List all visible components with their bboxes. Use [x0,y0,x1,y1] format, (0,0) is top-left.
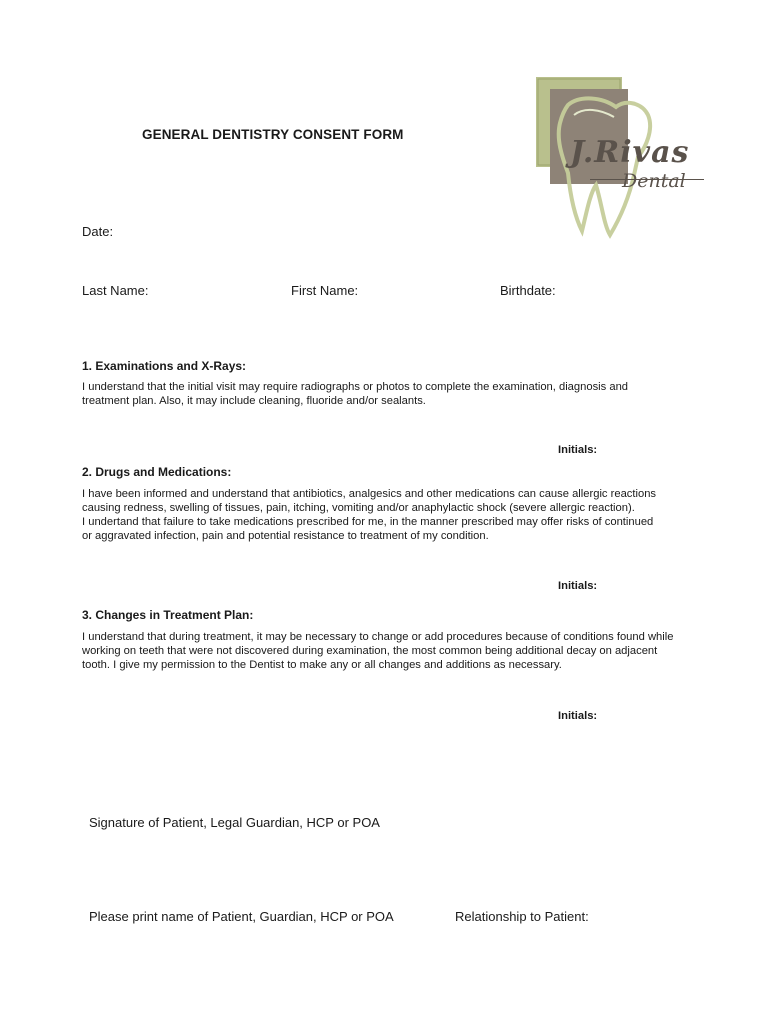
section-body-treatment-plan [82,630,692,672]
body-line: or aggravated infection, pain and potential resistance to treatment of my condition. [82,530,489,542]
signature-label: Signature of Patient, Legal Guardian, HCP or POA [89,815,380,830]
logo-brand-text: J.Rivas [570,135,690,170]
initials-label-1: Initials: [558,444,598,456]
last-name-label: Last Name: [82,283,149,298]
body-line: working on teeth that were not discovered during examination, the most common being additional decay on adjacent [82,645,658,657]
birthdate-label: Birthdate: [500,283,556,298]
first-name-label: First Name: [291,283,359,298]
date-label: Date: [82,224,114,239]
section-title-treatment-plan: 3. Changes in Treatment Plan: [82,608,254,622]
initials-label-3: Initials: [558,710,598,722]
print-name-label: Please print name of Patient, Guardian, HCP or POA [89,909,394,924]
body-line: I have been informed and understand that antibiotics, analgesics and other medications can cause allergic reactions [82,488,657,500]
section-body-examinations [82,380,692,408]
body-line: tooth. I give my permission to the Dentist to make any or all changes and additions as necessary. [82,659,562,671]
body-line: I undertand that failure to take medications prescribed for me, in the manner prescribed may offer risks of continued [82,516,654,528]
section-title-examinations: 1. Examinations and X-Rays: [82,359,247,373]
body-line: I understand that during treatment, it may be necessary to change or add procedures because of conditions found while [82,631,674,643]
body-line: I understand that the initial visit may require radiographs or photos to complete the examination, diagnosis and [82,381,629,393]
form-title: GENERAL DENTISTRY CONSENT FORM [142,127,404,142]
body-line: treatment plan. Also, it may include cleaning, fluoride and/or sealants. [82,395,426,407]
logo-sub-text: Dental [622,170,686,192]
section-body-drugs [82,487,692,543]
body-line: causing redness, swelling of tissues, pain, itching, vomiting and/or anaphylactic shock (severe allergic reaction). [82,502,635,514]
initials-label-2: Initials: [558,580,598,592]
clinic-logo [530,75,710,240]
relationship-label: Relationship to Patient: [455,909,589,924]
section-title-drugs: 2. Drugs and Medications: [82,465,232,479]
